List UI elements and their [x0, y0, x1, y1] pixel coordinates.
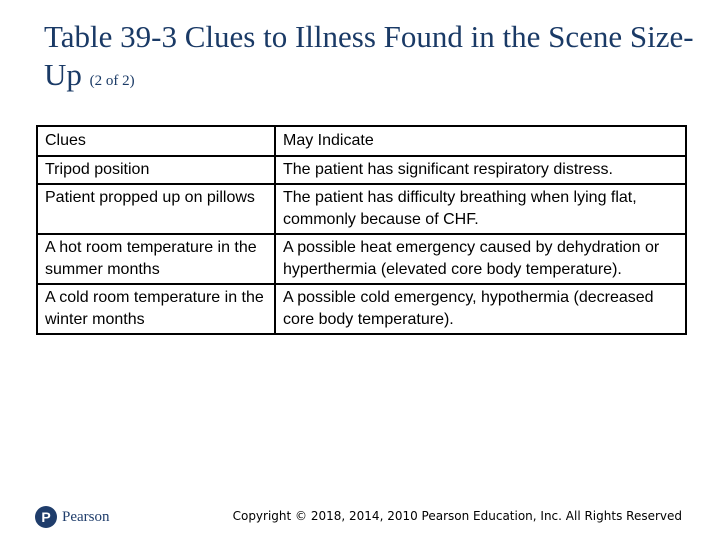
clue-cell: Patient propped up on pillows	[37, 184, 275, 234]
slide-title	[44, 18, 704, 100]
indication-cell: The patient has difficulty breathing when lying flat, commonly because of CHF.	[275, 184, 686, 234]
column-header-may-indicate: May Indicate	[275, 126, 686, 156]
indication-cell: A possible cold emergency, hypothermia (decreased core body temperature).	[275, 284, 686, 334]
clue-cell: A hot room temperature in the summer months	[37, 234, 275, 284]
column-header-clues: Clues	[37, 126, 275, 156]
clues-table	[36, 125, 687, 335]
clue-cell: A cold room temperature in the winter months	[37, 284, 275, 334]
pearson-logo-icon: P	[35, 506, 57, 528]
slide-title-main: Table 39-3 Clues to Illness Found in the Scene Size-Up	[44, 19, 694, 92]
indication-cell: The patient has significant respiratory distress.	[275, 156, 686, 184]
clue-cell: Tripod position	[37, 156, 275, 184]
pearson-logo	[35, 506, 110, 528]
copyright-notice: Copyright © 2018, 2014, 2010 Pearson Education, Inc. All Rights Reserved	[232, 509, 682, 523]
table-row	[37, 284, 686, 334]
table-row	[37, 234, 686, 284]
table-row	[37, 156, 686, 184]
table-header-row	[37, 126, 686, 156]
pearson-logo-text: Pearson	[62, 508, 110, 525]
table-row	[37, 184, 686, 234]
slide-title-note: (2 of 2)	[89, 73, 135, 89]
indication-cell: A possible heat emergency caused by dehydration or hyperthermia (elevated core body temperature).	[275, 234, 686, 284]
